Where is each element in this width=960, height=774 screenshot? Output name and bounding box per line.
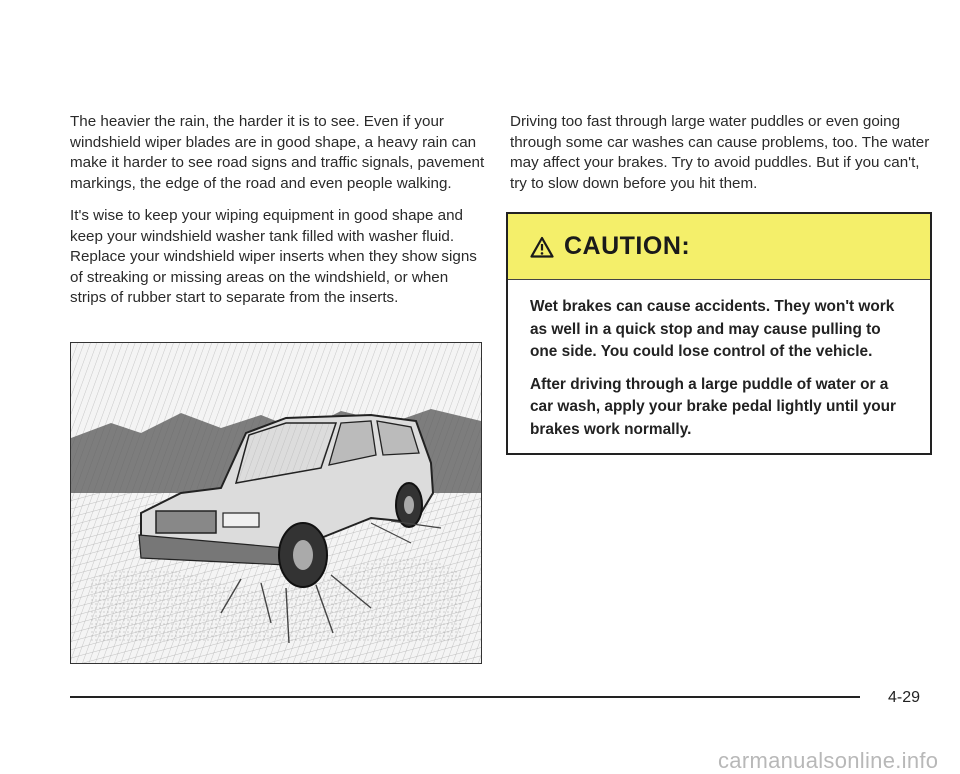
left-column [70,112,488,321]
caution-header [508,214,930,280]
footer-rule [70,696,860,698]
page-number: 4-29 [888,689,921,706]
wiper-maintenance-paragraph: It's wise to keep your wiping equipment in good shape and keep your windshield washer tank filled with washer fluid. Replace your windshield wiper inserts when they show signs of streaking or missing areas on the windshield, or when strips of rubber start to separate from the inserts. [70,207,477,306]
puddle-driving-paragraph: Driving too fast through large water puddles or even going through some car washes can cause problems, too. The water may affect your brakes. Try to avoid puddles. But if you can't, try to slow down before you hit them. [510,113,930,192]
warning-triangle-icon [530,236,554,258]
caution-body [508,280,930,441]
right-column [510,112,930,194]
rain-visibility-paragraph: The heavier the rain, the harder it is to see. Even if your windshield wiper blades are in good shape, a heavy rain can make it harder to see road signs and traffic signals, pavement markings, the edge of the road and even people walking. [70,113,485,192]
caution-title: CAUTION: [564,232,691,260]
watermark-text: carmanualsonline.info [718,748,939,773]
caution-paragraph-brake-pedal: After driving through a large puddle of water or a car wash, apply your brake pedal lightly until your brakes work normally. [530,375,897,438]
caution-box [506,212,932,455]
suv-in-rain-illustration [70,342,482,664]
caution-paragraph-wet-brakes: Wet brakes can cause accidents. They won't work as well in a quick stop and may cause pulling to one side. You could lose control of the vehicle. [530,298,895,360]
